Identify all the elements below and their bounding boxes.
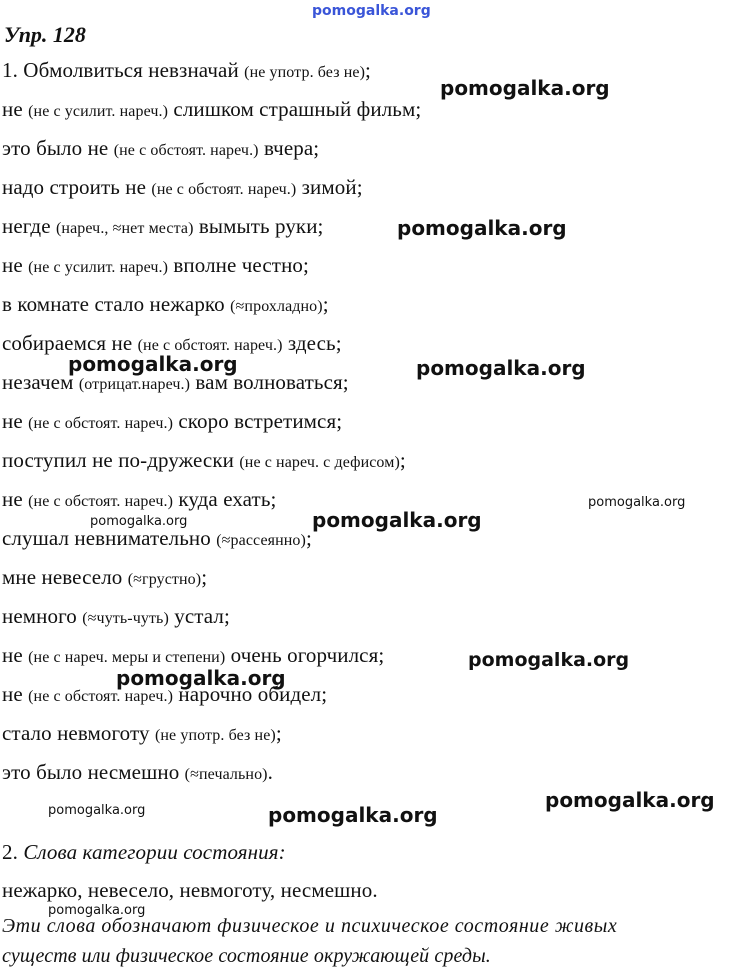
text-line: немного (≈чуть-чуть) устал; — [2, 604, 230, 628]
part2-heading-line: 2. Слова категории состояния: — [2, 840, 286, 864]
text-line: не (не с усилит. нареч.) вполне честно; — [2, 253, 309, 277]
watermark: pomogalka.org — [268, 803, 438, 827]
exercise-title: Упр. 128 — [4, 22, 86, 47]
watermark: pomogalka.org — [468, 649, 630, 671]
text-line: не (не с обстоят. нареч.) куда ехать; — [2, 487, 277, 511]
watermark: pomogalka.org — [588, 495, 686, 510]
text-line: стало невмоготу (не употр. без не); — [2, 721, 282, 745]
watermark: pomogalka.org — [312, 508, 482, 532]
text-line: не (не с обстоят. нареч.) скоро встретимся; — [2, 409, 343, 433]
watermark: pomogalka.org — [440, 76, 610, 100]
watermark: pomogalka.org — [312, 3, 431, 19]
watermark: pomogalka.org — [416, 356, 586, 380]
watermark: pomogalka.org — [90, 514, 188, 529]
text-line: мне невесело (≈грустно); — [2, 565, 208, 589]
text-line: слушал невнимательно (≈рассеянно); — [2, 526, 312, 550]
text-line: незачем (отрицат.нареч.) вам волноваться; — [2, 370, 349, 394]
text-line: не (не с усилит. нареч.) слишком страшный фильм; — [2, 97, 422, 121]
text-line: поступил не по-дружески (не с нареч. с дефисом); — [2, 448, 406, 472]
text-line: не (не с нареч. меры и степени) очень огорчился; — [2, 643, 385, 667]
text-line: надо строить не (не с обстоят. нареч.) зимой; — [2, 175, 363, 199]
text-line: это было несмешно (≈печально). — [2, 760, 273, 784]
text-line: в комнате стало нежарко (≈прохладно); — [2, 292, 329, 316]
text-line: это было не (не с обстоят. нареч.) вчера; — [2, 136, 320, 160]
watermark: pomogalka.org — [48, 803, 146, 818]
text-line: 1. Обмолвиться невзначай (не употр. без не); — [2, 58, 371, 82]
part2-heading: Слова категории состояния: — [23, 840, 286, 864]
watermark: pomogalka.org — [397, 216, 567, 240]
text-line: негде (нареч., ≈нет места) вымыть руки; — [2, 214, 324, 238]
state-words-line: нежарко, невесело, невмоготу, несмешно. — [2, 878, 378, 902]
text-line: собираемся не (не с обстоят. нареч.) здесь; — [2, 331, 342, 355]
watermark: pomogalka.org — [48, 903, 146, 918]
explanation-line: существ или физическое состояние окружающей среды. — [2, 945, 491, 967]
watermark: pomogalka.org — [68, 352, 238, 376]
watermark: pomogalka.org — [116, 666, 286, 690]
watermark: pomogalka.org — [545, 788, 715, 812]
text-line: не (не с обстоят. нареч.) нарочно обидел; — [2, 682, 328, 706]
explanation-line: Эти слова обозначают физическое и психическое состояние живых — [2, 915, 618, 937]
